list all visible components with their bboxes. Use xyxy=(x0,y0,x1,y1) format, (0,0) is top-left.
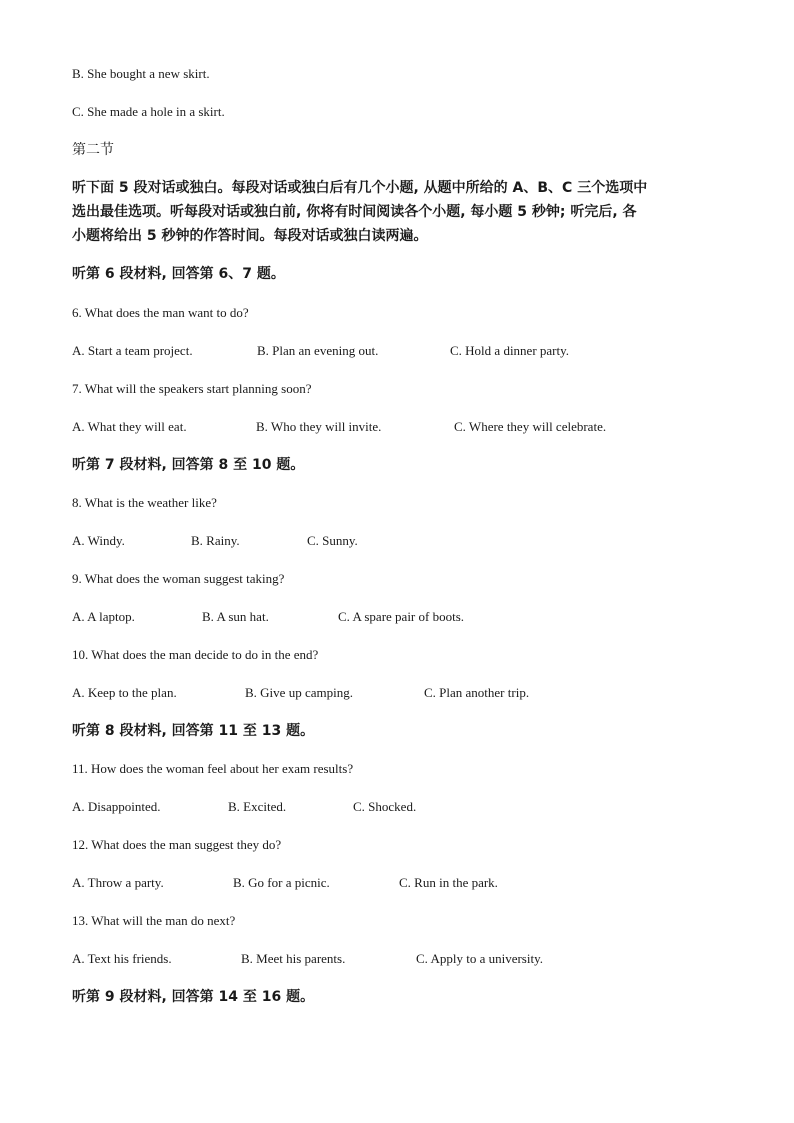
option-c: C. Where they will celebrate. xyxy=(454,419,607,434)
instructions-line: 小题将给出 5 秒钟的作答时间。每段对话或独白读两遍。 xyxy=(72,228,428,244)
option-c: C. Hold a dinner party. xyxy=(450,343,570,358)
option-b: B. Excited. xyxy=(228,799,287,814)
option-c: C. Plan another trip. xyxy=(424,685,530,700)
question-stem: 7. What will the speakers start planning soon? xyxy=(72,381,312,396)
group-heading: 听第 6 段材料, 回答第 6、7 题。 xyxy=(72,266,285,282)
group-heading: 听第 8 段材料, 回答第 11 至 13 题。 xyxy=(72,723,315,739)
option-b: B. Plan an evening out. xyxy=(257,343,379,358)
option-b: B. Give up camping. xyxy=(245,685,353,700)
question-stem: 12. What does the man suggest they do? xyxy=(72,837,282,852)
option-b: B. Who they will invite. xyxy=(256,419,382,434)
option-c: C. Run in the park. xyxy=(399,875,498,890)
option-a: A. Windy. xyxy=(72,533,125,548)
section-instructions xyxy=(72,176,724,248)
question-stem: 11. How does the woman feel about her exam results? xyxy=(72,761,354,776)
group-heading: 听第 9 段材料, 回答第 14 至 16 题。 xyxy=(72,989,315,1005)
option-c: C. A spare pair of boots. xyxy=(338,609,465,624)
option-c: C. Sunny. xyxy=(307,533,358,548)
option-b: B. Meet his parents. xyxy=(241,951,346,966)
option-b-prev: B. She bought a new skirt. xyxy=(72,66,210,81)
option-c: C. Apply to a university. xyxy=(416,951,543,966)
question-stem: 10. What does the man decide to do in the end? xyxy=(72,647,319,662)
instructions-line: 听下面 5 段对话或独白。每段对话或独白后有几个小题, 从题中所给的 A、B、C 三个选项中 xyxy=(72,180,648,196)
option-b: B. Rainy. xyxy=(191,533,240,548)
group-heading: 听第 7 段材料, 回答第 8 至 10 题。 xyxy=(72,457,305,473)
option-a: A. Disappointed. xyxy=(72,799,161,814)
instructions-line: 选出最佳选项。听每段对话或独白前, 你将有时间阅读各个小题, 每小题 5 秒钟; 听完后, 各 xyxy=(72,204,637,220)
question-stem: 8. What is the weather like? xyxy=(72,495,217,510)
option-c: C. Shocked. xyxy=(353,799,417,814)
option-a: A. Text his friends. xyxy=(72,951,172,966)
question-stem: 6. What does the man want to do? xyxy=(72,305,249,320)
option-a: A. Start a team project. xyxy=(72,343,193,358)
option-b: B. A sun hat. xyxy=(202,609,269,624)
option-a: A. A laptop. xyxy=(72,609,135,624)
option-b: B. Go for a picnic. xyxy=(233,875,330,890)
question-stem: 13. What will the man do next? xyxy=(72,913,236,928)
section-title: 第二节 xyxy=(72,142,114,158)
question-stem: 9. What does the woman suggest taking? xyxy=(72,571,285,586)
option-c-prev: C. She made a hole in a skirt. xyxy=(72,104,225,119)
option-a: A. Throw a party. xyxy=(72,875,164,890)
option-a: A. What they will eat. xyxy=(72,419,187,434)
option-a: A. Keep to the plan. xyxy=(72,685,177,700)
